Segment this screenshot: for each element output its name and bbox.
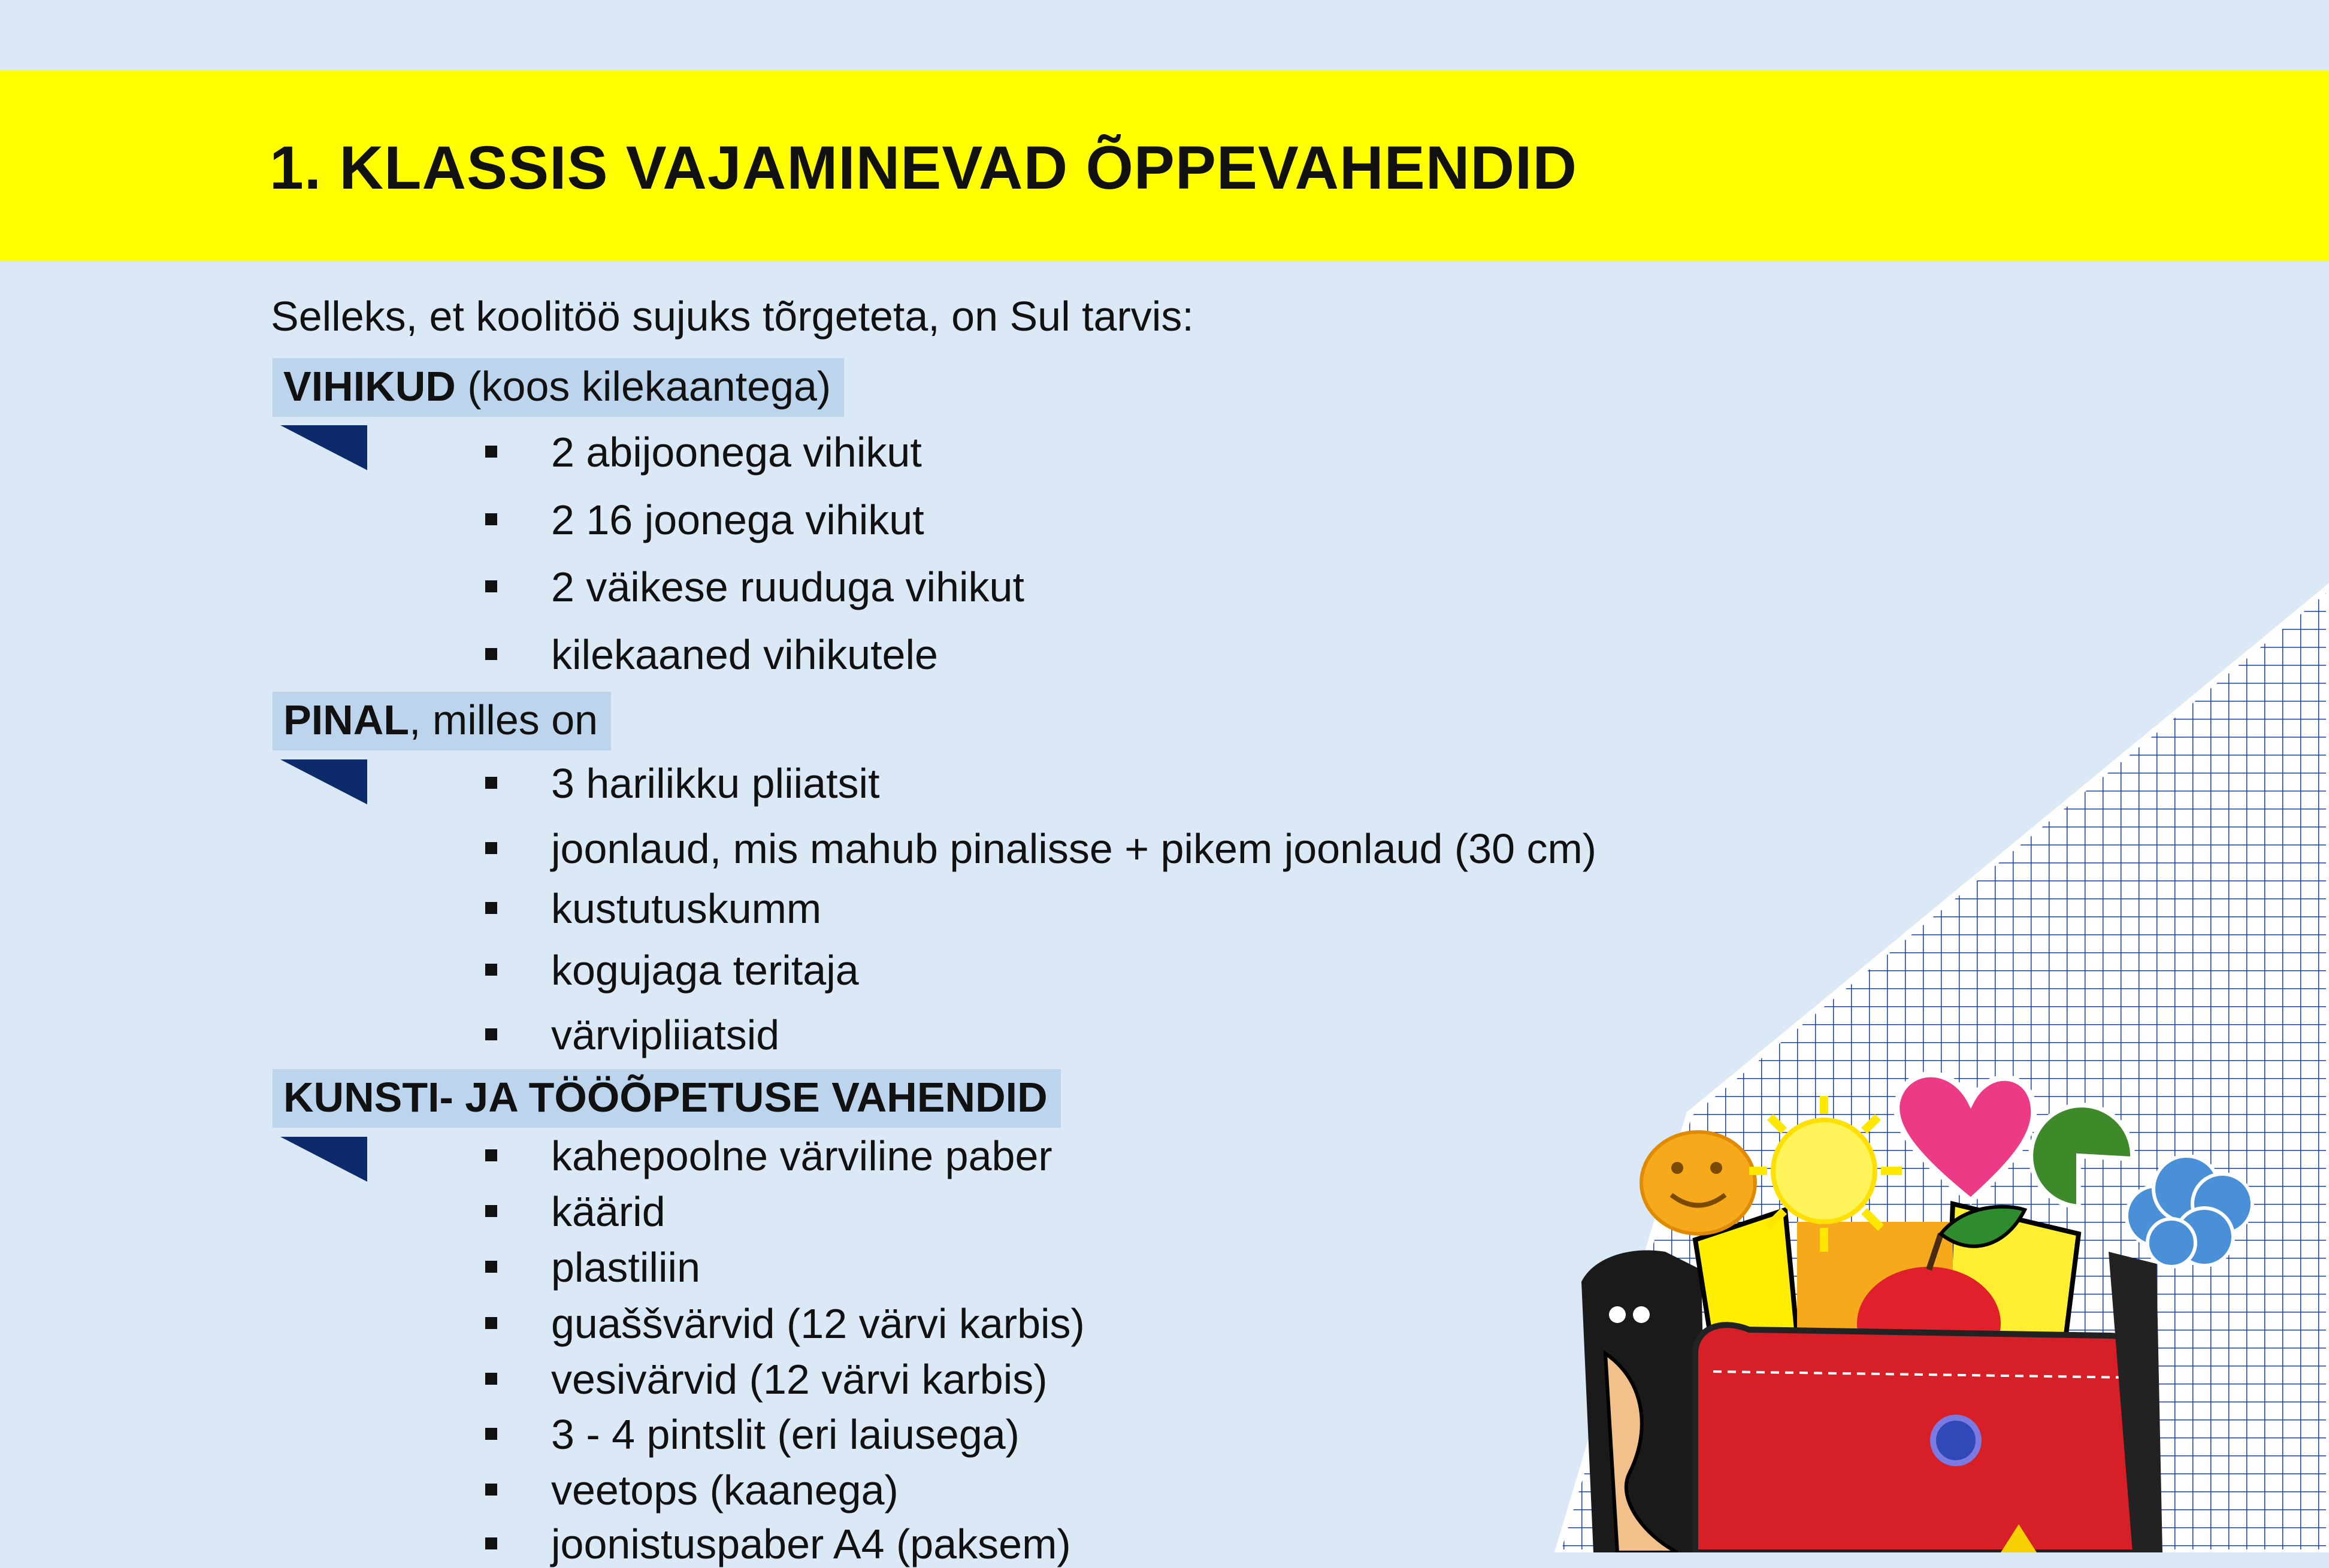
list-item: joonlaud, mis mahub pinalisse + pikem joonlaud (30 cm) bbox=[551, 825, 1597, 872]
flag-icon bbox=[280, 425, 367, 470]
list-item: 3 harilikku pliiatsit bbox=[551, 760, 880, 807]
list-item: kahepoolne värviline paber bbox=[551, 1133, 1052, 1179]
list-item: veetops (kaanega) bbox=[551, 1467, 899, 1513]
list-item: kogujaga teritaja bbox=[551, 947, 859, 994]
section-heading-bold: VIHIKUD bbox=[283, 363, 456, 410]
list-item: värvipliiatsid bbox=[551, 1012, 780, 1058]
section-heading-rest: (koos kilekaantega) bbox=[455, 363, 831, 410]
intro-text: Selleks, et koolitöö sujuks tõrgeteta, on Sul tarvis: bbox=[271, 293, 1194, 340]
list-item: 3 - 4 pintslit (eri laiusega) bbox=[551, 1411, 1020, 1458]
title-banner bbox=[0, 71, 2329, 261]
section-heading-pinal bbox=[273, 692, 611, 750]
section-heading-kunsti bbox=[273, 1069, 1061, 1128]
list-item: 2 abijoonega vihikut bbox=[551, 429, 922, 476]
list-item: kilekaaned vihikutele bbox=[551, 631, 938, 678]
flag-icon bbox=[280, 1137, 367, 1182]
list-item: joonistuspaber A4 (paksem) bbox=[551, 1521, 1071, 1567]
list-item: plastiliin bbox=[551, 1244, 700, 1291]
list-item: käärid bbox=[551, 1188, 666, 1235]
list-item: 2 väikese ruuduga vihikut bbox=[551, 564, 1024, 610]
flag-icon bbox=[280, 759, 367, 804]
list-item: 2 16 joonega vihikut bbox=[551, 497, 924, 543]
section-heading-vihikud bbox=[273, 358, 844, 417]
section-heading-bold: KUNSTI- JA TÖÖÕPETUSE VAHENDID bbox=[283, 1074, 1048, 1121]
page-title: 1. KLASSIS VAJAMINEVAD ÕPPEVAHENDID bbox=[270, 134, 1578, 202]
list-item: kustutuskumm bbox=[551, 885, 822, 932]
list-item: vesivärvid (12 värvi karbis) bbox=[551, 1356, 1048, 1403]
section-heading-bold: PINAL bbox=[283, 697, 409, 743]
section-heading-rest: , milles on bbox=[409, 697, 598, 743]
list-item: guaššvärvid (12 värvi karbis) bbox=[551, 1300, 1085, 1347]
